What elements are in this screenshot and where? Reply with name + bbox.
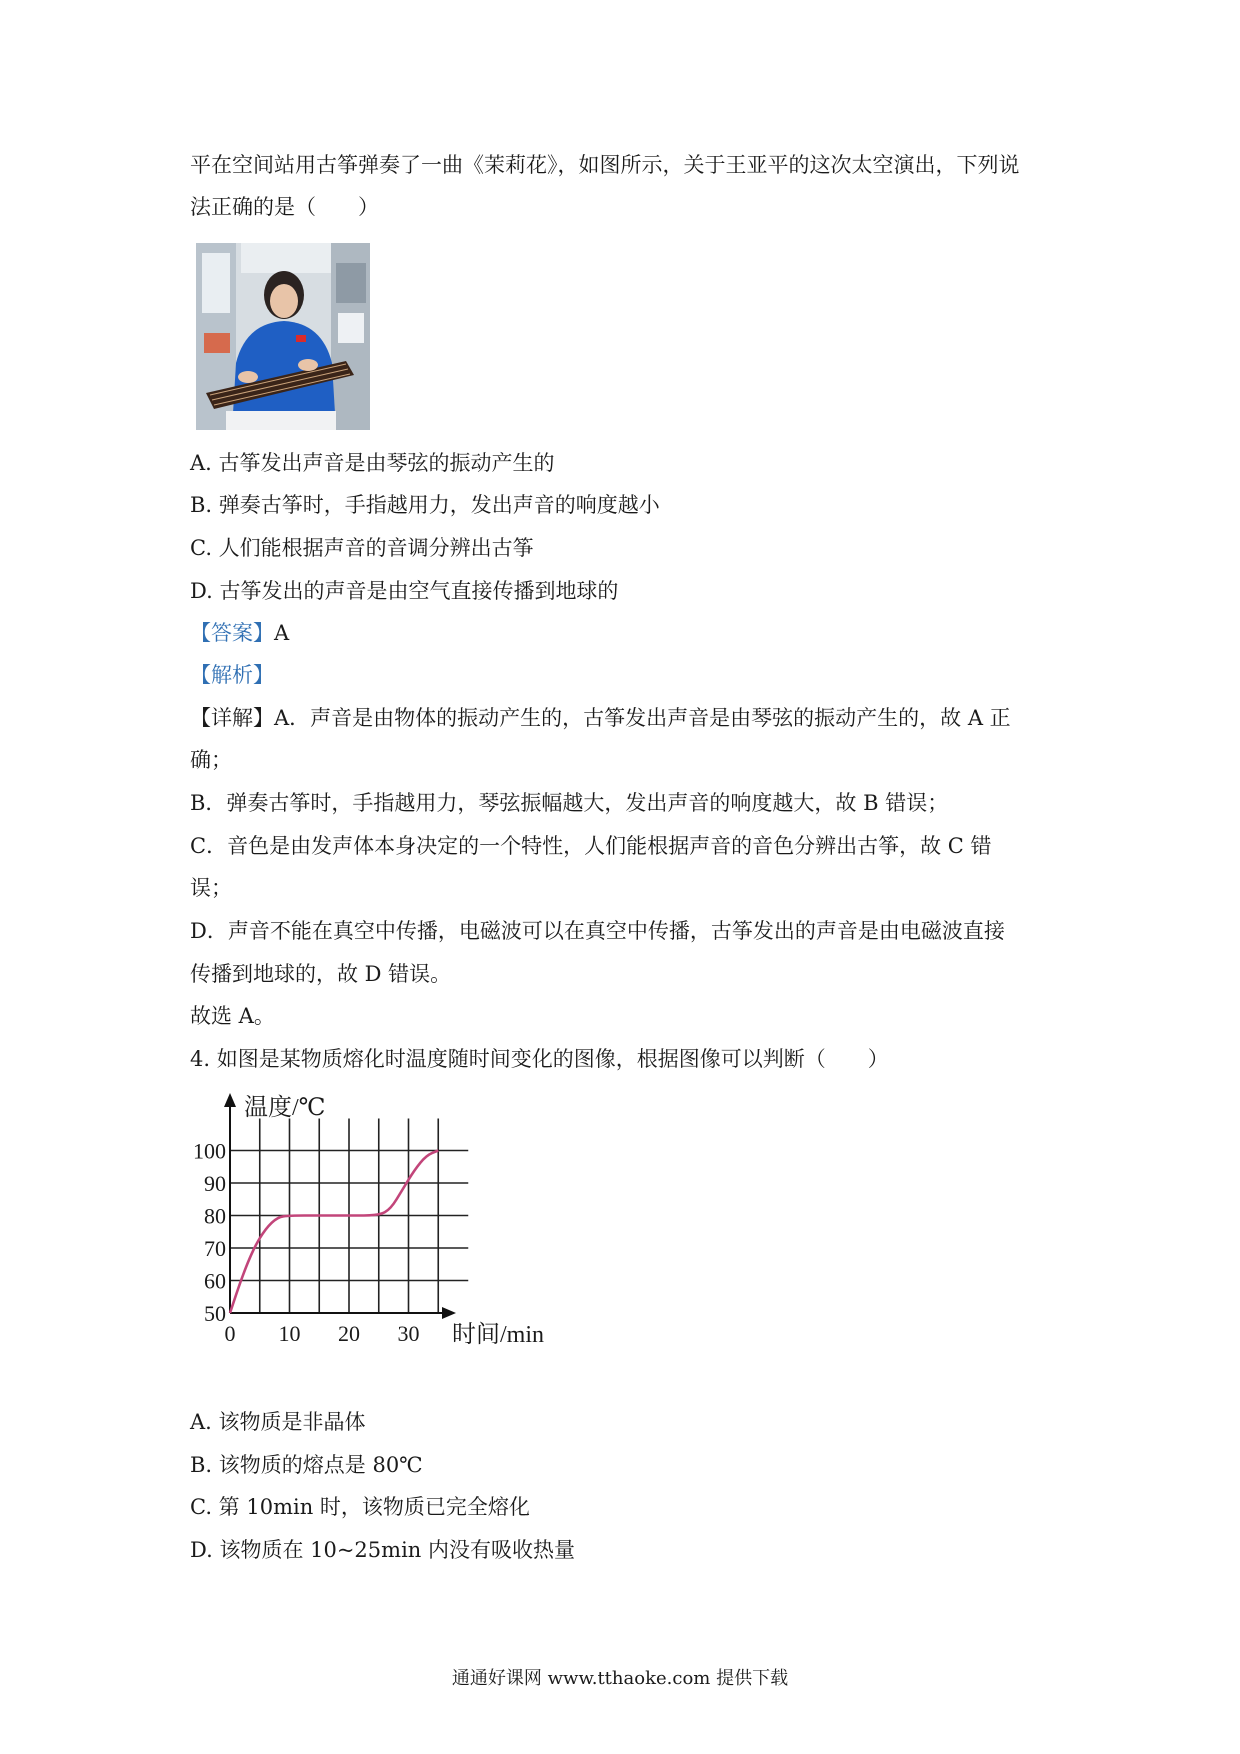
y-tick-label: 80 xyxy=(204,1203,226,1229)
question-3-option-c: C. 人们能根据声音的音调分辨出古筝 xyxy=(190,536,534,560)
y-tick-label: 100 xyxy=(193,1138,226,1164)
y-axis-arrow xyxy=(224,1093,236,1107)
detail-line-3: B．弹奏古筝时，手指越用力，琴弦振幅越大，发出声音的响度越大，故 B 错误； xyxy=(190,791,949,815)
detail-line-2: 确； xyxy=(190,748,232,772)
answer-tag: 【答案】 xyxy=(190,621,274,645)
question-3-option-d: D. 古筝发出的声音是由空气直接传播到地球的 xyxy=(190,579,619,603)
y-axis-label: 温度/℃ xyxy=(244,1095,326,1121)
answer-value: A xyxy=(274,621,290,645)
detail-text-1: A．声音是由物体的振动产生的，古筝发出声音是由琴弦的振动产生的，故 A 正 xyxy=(274,706,1011,730)
x-tick-label: 30 xyxy=(397,1321,420,1346)
x-axis-label: 时间/min xyxy=(452,1322,545,1348)
analysis-tag: 【解析】 xyxy=(190,663,274,687)
x-tick-label: 10 xyxy=(278,1321,301,1346)
question-3-stem-line-2: 法正确的是（ ） xyxy=(190,195,379,219)
x-axis-arrow xyxy=(442,1307,456,1319)
y-tick-label: 60 xyxy=(204,1268,226,1294)
y-tick-label: 70 xyxy=(204,1236,226,1261)
guzheng-performance-photo xyxy=(196,243,370,430)
detail-line-5: 误； xyxy=(190,876,232,900)
detail-line-1 xyxy=(190,703,1011,733)
question-4-option-c: C. 第 10min 时，该物质已完全熔化 xyxy=(190,1495,530,1519)
detail-line-6: D．声音不能在真空中传播，电磁波可以在真空中传播，古筝发出的声音是由电磁波直接 xyxy=(190,919,1005,943)
x-tick-label: 20 xyxy=(338,1321,360,1346)
detail-line-4: C．音色是由发声体本身决定的一个特性，人们能根据声音的音色分辨出古筝，故 C 错 xyxy=(190,834,992,858)
temperature-series-line xyxy=(230,1151,438,1314)
melting-curve-chart xyxy=(180,1085,560,1365)
question-4-stem: 4. 如图是某物质熔化时温度随时间变化的图像，根据图像可以判断（ ） xyxy=(190,1047,889,1071)
answer-line xyxy=(190,618,289,648)
y-tick-label: 50 xyxy=(204,1301,226,1326)
x-tick-label: 0 xyxy=(224,1321,236,1346)
question-4-option-b: B. 该物质的熔点是 80℃ xyxy=(190,1453,423,1477)
detail-line-7: 传播到地球的，故 D 错误。 xyxy=(190,962,452,986)
question-4-option-d: D. 该物质在 10~25min 内没有吸收热量 xyxy=(190,1538,575,1562)
detail-tag: 【详解】 xyxy=(190,706,274,730)
detail-line-8: 故选 A。 xyxy=(190,1004,275,1028)
page-footer: 通通好课网 www.tthaoke.com 提供下载 xyxy=(451,1668,789,1689)
question-3-option-b: B. 弹奏古筝时，手指越用力，发出声音的响度越小 xyxy=(190,493,660,517)
question-3-option-a: A. 古筝发出声音是由琴弦的振动产生的 xyxy=(190,451,555,475)
y-tick-label: 90 xyxy=(204,1171,226,1196)
question-4-option-a: A. 该物质是非晶体 xyxy=(190,1410,366,1434)
astronaut-guzheng-illustration xyxy=(196,243,370,430)
question-3-stem-line-1: 平在空间站用古筝弹奏了一曲《茉莉花》，如图所示，关于王亚平的这次太空演出，下列说 xyxy=(190,153,1020,177)
analysis-line xyxy=(190,660,274,690)
